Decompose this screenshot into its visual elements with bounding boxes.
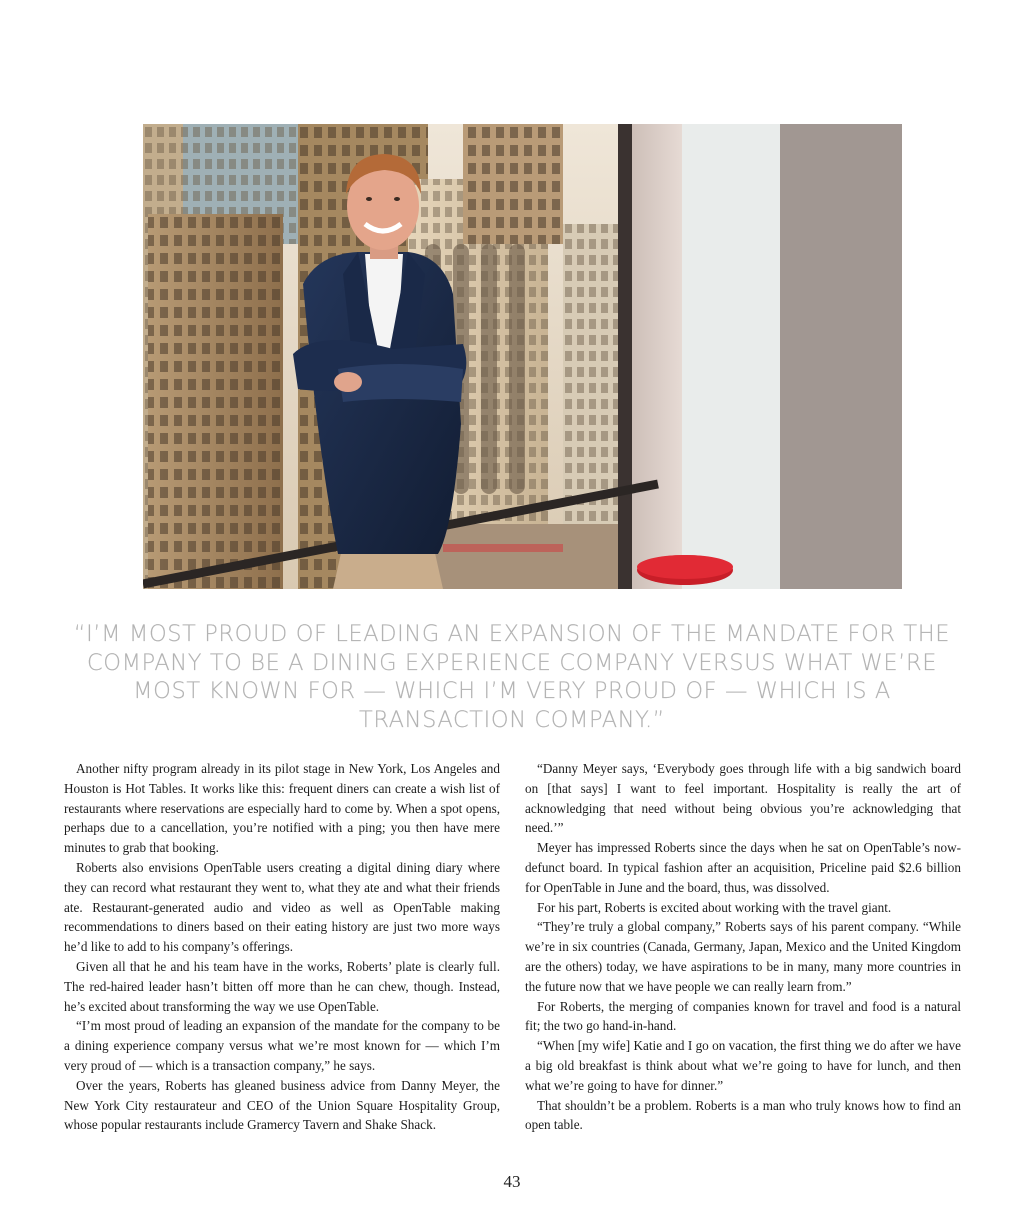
page-number: 43 [503,1172,521,1191]
paragraph: Roberts also envisions OpenTable users creating a digital dining diary where they can record what restaurant they went to, what they ate and what their friends ate. Restaurant-generated audio and video as well as OpenTable making recommendations to diners based on their eating history are just two more ways he’d like to add to his company’s offerings. [64,859,500,955]
paragraph: “I’m most proud of leading an expansion of the mandate for the company to be a dining experience company versus what we’re most known for — which I’m very proud of — which is a transaction company,” he says. [64,1018,500,1073]
paragraph: “When [my wife] Katie and I go on vacation, the first thing we do after we have a big old breakfast is think about what we’re going to have for lunch, and then what we’re going to have for dinner.” [525,1038,961,1093]
pull-quote: “I’M MOST PROUD OF LEADING AN EXPANSION OF THE MANDATE FOR THE COMPANY TO BE A DINING EXPERIENCE COMPANY VERSUS WHAT WE’RE MOST KNOWN FOR — WHICH I’M VERY PROUD OF — WHICH IS A TRANSACTION COMPANY.” [73,621,951,733]
paragraph: Over the years, Roberts has gleaned business advice from Danny Meyer, the New York City restaurateur and CEO of the Union Square Hospitality Group, whose popular restaurants include Gramercy Tavern and Shake Shack. [64,1077,500,1133]
paragraph: For his part, Roberts is excited about working with the travel giant. [537,899,892,915]
paragraph: That shouldn’t be a problem. Roberts is a man who truly knows how to find an open table. [525,1097,961,1133]
paragraph: Another nifty program already in its pilot stage in New York, Los Angeles and Houston is Hot Tables. It works like this: frequent diners can create a wish list of restaurants where reservations are especially hard to come by. When a spot opens, perhaps due to a cancellation, you’re notified with a ping; you then have mere minutes to grab that booking. [64,761,500,856]
article-column-left [64,759,500,1135]
paragraph: “Danny Meyer says, ‘Everybody goes through life with a big sandwich board on [that says] I want to feel important. Hospitality is really the art of acknowledging that need without being obvious you’re acknowledging that need.’” [525,761,961,836]
article-column-right [525,759,961,1135]
paragraph: Meyer has impressed Roberts since the days when he sat on OpenTable’s now-defunct board. In typical fashion after an acquisition, Priceline paid $2.6 billion for OpenTable in June and the board, thus, was dissolved. [525,840,961,895]
feature-photo [143,124,902,589]
paragraph: Given all that he and his team have in the works, Roberts’ plate is clearly full. The red-haired leader hasn’t bitten off more than he can chew, though. Instead, he’s excited about transforming the way we use OpenTable. [64,958,500,1014]
paragraph: “They’re truly a global company,” Roberts says of his parent company. “While we’re in six countries (Canada, Germany, Japan, Mexico and the United Kingdom are the others) today, we have aspirations to be in many, many more countries in the future now that we have people we can really learn from.” [525,919,961,994]
paragraph: For Roberts, the merging of companies known for travel and food is a natural fit; the two go hand-in-hand. [525,998,961,1034]
